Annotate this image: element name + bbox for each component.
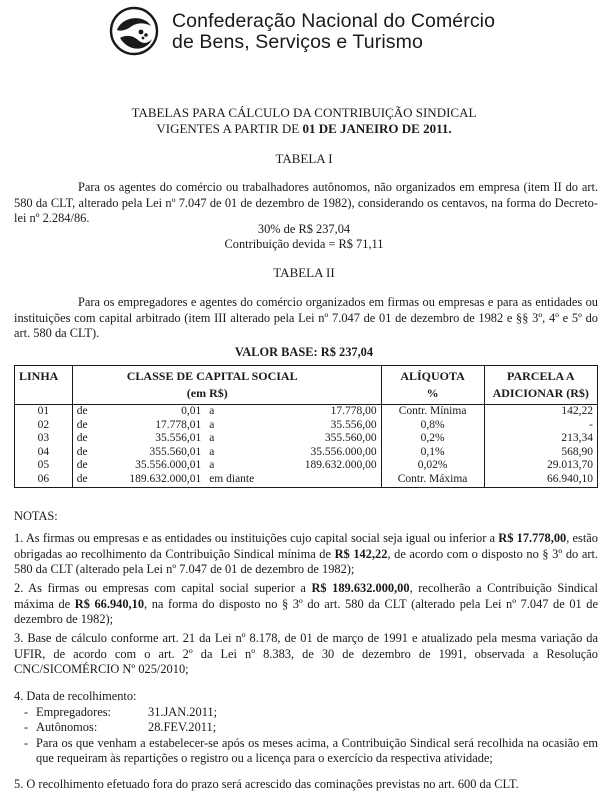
row-parcela-cell: 29.013,70: [484, 459, 597, 473]
notes-label: NOTAS:: [14, 509, 58, 523]
table-row: [15, 473, 598, 487]
row-linha-cell: 04: [15, 446, 73, 460]
row-aliquota-cell: 0,1%: [381, 446, 484, 460]
note-1: 1. As firmas ou empresas e as entidades ou instituições cujo capital social seja igual ou inferior a R$ 17.778,00, estão obrigadas ao recolhimento da Contribuição Sindical mínima de R$ 142,22, de acordo com o disposto no § 3º do art. 580 da CLT (alterado pela Lei nº 7.047 de 01 de dezembro de 1982);: [14, 531, 598, 576]
row-aliquota-cell: Contr. Máxima: [381, 473, 484, 487]
table-row: [15, 446, 598, 460]
tabela-2-heading: TABELA II: [273, 265, 335, 280]
row-aliquota-cell: Contr. Mínima: [381, 405, 484, 419]
title-prefix: VIGENTES A PARTIR DE: [156, 121, 303, 136]
note-4: [14, 689, 598, 767]
row-aliquota-cell: 0,2%: [381, 432, 484, 446]
note-4-others: - Para os que venham a estabelecer-se após os meses acima, a Contribuição Sindical será recolhida na ocasião em que requeiram às repartições o registro ou a licença para o exercício da respectiva atividade;: [24, 735, 598, 765]
table-header-row: [15, 366, 598, 405]
tabela-1-paragraph: [14, 180, 598, 227]
org-name-line-2: de Bens, Serviços e Turismo: [172, 31, 423, 53]
letterhead: [108, 6, 598, 56]
col-aliquota-header: ALÍQUOTA %: [381, 366, 484, 405]
row-linha-cell: 05: [15, 459, 73, 473]
row-parcela-cell: -: [484, 419, 597, 433]
table-row: [15, 432, 598, 446]
row-linha-cell: 01: [15, 405, 73, 419]
row-parcela-cell: 568,90: [484, 446, 597, 460]
row-aliquota-cell: 0,02%: [381, 459, 484, 473]
col-linha-header: LINHA: [15, 366, 73, 405]
note-2: 2. As firmas ou empresas com capital social superior a R$ 189.632.000,00, recolherão a Contribuição Sindical máxima de R$ 66.940,10, na forma do disposto no § 3º do art. 580 da CLT (alterado pela Lei nº 7.047 de 01 de dezembro de 1982);: [14, 581, 598, 626]
row-capital-from-cell: 17.778,01: [155, 418, 202, 431]
row-a-cell: a: [209, 445, 215, 458]
row-parcela-cell: 142,22: [484, 405, 597, 419]
row-a-cell: a: [209, 432, 215, 445]
row-a-cell: a: [209, 405, 215, 417]
col-parcela-header: PARCELA A ADICIONAR (R$): [484, 366, 597, 405]
row-de-cell: de: [72, 459, 113, 473]
row-capital-to-cell: 189.632.000,00: [268, 459, 381, 473]
row-de-cell: de: [72, 405, 113, 419]
table-row: [15, 419, 598, 433]
note-4-title: 4. Data de recolhimento:: [14, 689, 137, 703]
title-effective-date: 01 DE JANEIRO DE 2011.: [302, 121, 452, 136]
row-capital-from-cell: 0,01: [181, 405, 202, 417]
org-name-line-1: Confederação Nacional do Comércio: [172, 10, 496, 32]
row-capital-from-cell: 189.632.000,01: [113, 473, 205, 487]
document-title-line-1: TABELAS PARA CÁLCULO DA CONTRIBUIÇÃO SINDICAL: [131, 105, 477, 120]
cnc-emblem-icon: [108, 6, 160, 56]
row-linha-cell: 02: [15, 419, 73, 433]
row-a-cell: a: [209, 418, 215, 431]
col-classe-header: CLASSE DE CAPITAL SOCIAL (em R$): [72, 366, 381, 405]
row-de-cell: de: [72, 419, 113, 433]
tabela-1-text: Para os agentes do comércio ou trabalhadores autônomos, não organizados em empresa (item II do art. 580 da CLT, alterado pela Lei nº 7.047 de 01 de dezembro de 1982), considerando os centavos, na forma do Decreto-lei nº 2.284/86.: [14, 180, 598, 225]
row-capital-to-cell: 355.560,00: [268, 432, 381, 446]
note-3: 3. Base de cálculo conforme art. 21 da Lei nº 8.178, de 01 de março de 1991 e atualizado pela mesma variação da UFIR, de acordo com o art. 2º da Lei nº 8.383, de 30 de dezembro de 1991, observada a Resolução CNC/SICOMÉRCIO Nº 025/2010;: [14, 631, 598, 676]
row-parcela-cell: 66.940,10: [484, 473, 597, 487]
table-row: [15, 405, 598, 419]
note-4-autonomos: - Autônomos: 28.FEV.2011;: [24, 720, 217, 734]
tabela-1-calc-result: Contribuição devida = R$ 71,11: [224, 237, 384, 251]
tabela-2-text: Para os empregadores e agentes do comércio organizados em firmas ou empresas e para as entidades ou instituições com capital arbitrado (item III alterado pela Lei nº 7.047 de 01 de dezembro de 1982 e §§ 3º, 4º e 5º do art. 580 da CLT).: [14, 295, 598, 340]
tabela-1-calc-percent: 30% de R$ 237,04: [257, 222, 351, 236]
row-de-cell: de: [72, 473, 113, 487]
organization-name: [172, 11, 495, 53]
contribution-rates-table: [14, 365, 598, 488]
row-linha-cell: 06: [15, 473, 73, 487]
row-aliquota-cell: 0,8%: [381, 419, 484, 433]
row-capital-from-cell: 355.560,01: [149, 445, 202, 458]
row-capital-to-cell: 17.778,00: [268, 405, 381, 419]
row-capital-from-cell: 35.556.000,01: [135, 459, 202, 472]
note-4-empregadores: - Empregadores: 31.JAN.2011;: [24, 704, 218, 719]
valor-base: VALOR BASE: R$ 237,04: [234, 345, 374, 359]
document-title-line-2: [0, 121, 608, 136]
tabela-1-heading: TABELA I: [275, 151, 333, 166]
row-linha-cell: 03: [15, 432, 73, 446]
note-5: 5. O recolhimento efetuado fora do prazo será acrescido das cominações previstas no art. 600 da CLT.: [14, 777, 519, 791]
tabela-2-paragraph: [14, 295, 598, 342]
row-de-cell: de: [72, 446, 113, 460]
row-a-cell: a: [209, 459, 215, 472]
row-capital-to-cell: [268, 473, 381, 487]
row-a-cell: em diante: [205, 473, 268, 487]
row-de-cell: de: [72, 432, 113, 446]
row-capital-from-cell: 35.556,01: [155, 432, 202, 445]
table-row: [15, 459, 598, 473]
row-capital-to-cell: 35.556,00: [268, 419, 381, 433]
row-parcela-cell: 213,34: [484, 432, 597, 446]
row-capital-to-cell: 35.556.000,00: [268, 446, 381, 460]
